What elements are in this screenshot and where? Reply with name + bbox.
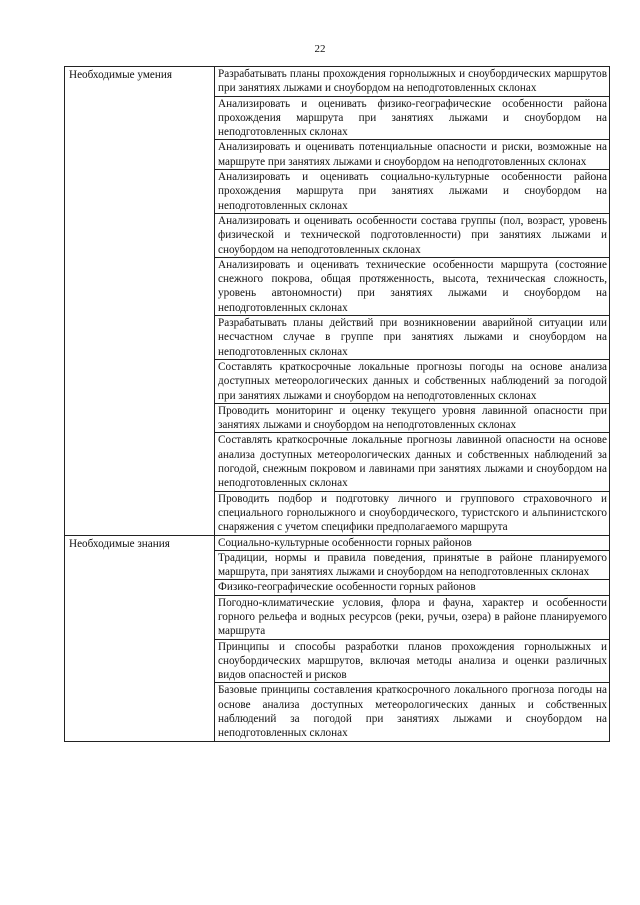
section-label-skills: Необходимые умения	[65, 67, 215, 536]
table-cell: Социально-культурные особенности горных районов	[215, 535, 610, 550]
table-cell: Традиции, нормы и правила поведения, принятые в районе планируемого маршрута, при занятиях лыжами и сноубордом на неподготовленных склонах	[215, 550, 610, 580]
table-cell: Проводить мониторинг и оценку текущего уровня лавинной опасности при занятиях лыжами и сноубордом на неподготовленных склонах	[215, 403, 610, 433]
table-cell: Анализировать и оценивать технические особенности маршрута (состояние снежного покрова, общая протяженность, высота, техническая сложность, уровень автономности) при занятиях лыжами и сноубордом на неподготовленных склонах	[215, 257, 610, 315]
table-cell: Анализировать и оценивать физико-географические особенности района прохождения маршрута при занятиях лыжами и сноубордом на неподготовленных склонах	[215, 96, 610, 140]
table-cell: Физико-географические особенности горных районов	[215, 580, 610, 595]
table-cell: Анализировать и оценивать потенциальные опасности и риски, возможные на маршруте при занятиях лыжами и сноубордом на неподготовленных склонах	[215, 140, 610, 170]
table-cell: Анализировать и оценивать социально-культурные особенности района прохождения маршрута при занятиях лыжами и сноубордом на неподготовленных склонах	[215, 170, 610, 214]
requirements-table	[64, 66, 610, 742]
table-cell: Базовые принципы составления краткосрочного локального прогноза погоды на основе анализа доступных метеорологических данных и собственных наблюдений за погодой при занятиях лыжами и сноубордом на неподготовленных склонах	[215, 683, 610, 741]
table-cell: Проводить подбор и подготовку личного и группового страховочного и специального горнолыжного и сноубордического, туристского и альпинистского снаряжения с учетом специфики предполагаемого маршрута	[215, 491, 610, 535]
table-cell: Разрабатывать планы прохождения горнолыжных и сноубордических маршрутов при занятиях лыжами и сноубордом на неподготовленных склонах	[215, 67, 610, 97]
table-cell: Составлять краткосрочные локальные прогнозы лавинной опасности на основе анализа доступных метеорологических данных и собственных наблюдений за погодой, снежным покровом и лавинами при занятиях лыжами и сноубордом на неподготовленных склонах	[215, 433, 610, 491]
table-cell: Разрабатывать планы действий при возникновении аварийной ситуации или несчастном случае в группе при занятиях лыжами и сноубордом на неподготовленных склонах	[215, 316, 610, 360]
table-row	[65, 535, 610, 550]
table-cell: Погодно-климатические условия, флора и фауна, характер и особенности горного рельефа и водных ресурсов (реки, ручьи, озера) в районе планируемого маршрута	[215, 595, 610, 639]
table-cell: Принципы и способы разработки планов прохождения горнолыжных и сноубордических маршрутов, включая методы анализа и оценки различных видов опасностей и рисков	[215, 639, 610, 683]
section-label-knowledge: Необходимые знания	[65, 535, 215, 741]
table-cell: Составлять краткосрочные локальные прогнозы погоды на основе анализа доступных метеорологических данных и собственных наблюдений за погодой при занятиях лыжами и сноубордом на неподготовленных склонах	[215, 359, 610, 403]
table-row	[65, 67, 610, 97]
table-cell: Анализировать и оценивать особенности состава группы (пол, возраст, уровень физической и технической подготовленности) при занятиях лыжами и сноубордом на неподготовленных склонах	[215, 213, 610, 257]
page-number: 22	[314, 43, 326, 55]
